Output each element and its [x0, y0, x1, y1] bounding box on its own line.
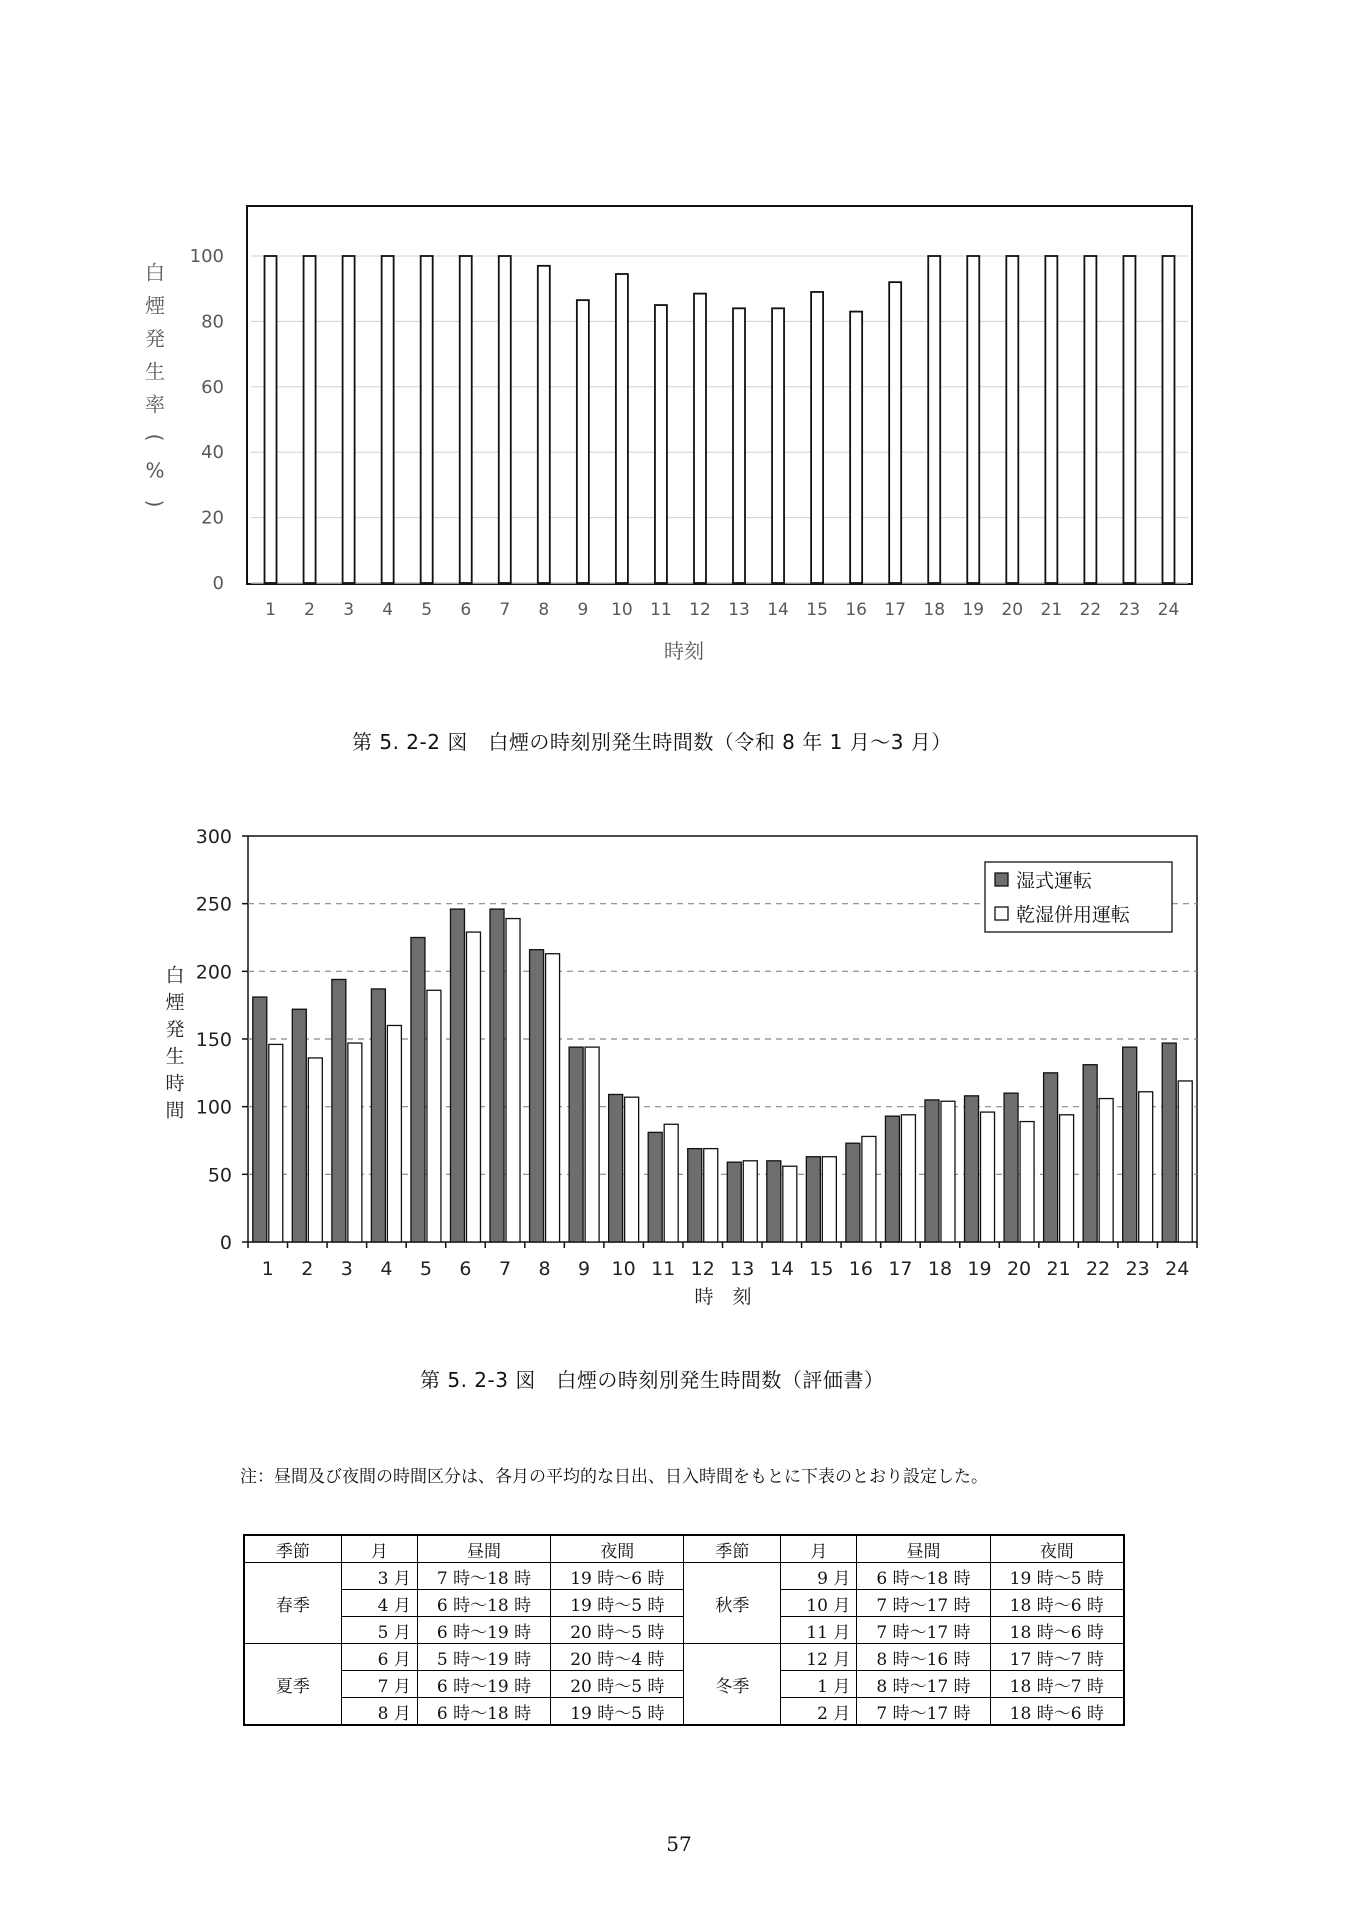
x-tick-label: 21: [1046, 1258, 1071, 1280]
legend-label: 湿式運転: [1016, 870, 1093, 892]
daytime-cell: 6 時～18 時: [417, 1590, 550, 1617]
x-tick-label: 16: [845, 600, 867, 620]
y-tick-label: 60: [201, 376, 224, 398]
bar: [811, 292, 823, 583]
y-axis-title-char: 生: [165, 1045, 185, 1068]
x-tick-label: 19: [962, 600, 985, 620]
month-cell: 2 月: [781, 1698, 857, 1726]
bar-wet-dry: [901, 1115, 915, 1242]
bar-wet: [965, 1096, 979, 1242]
bar: [694, 294, 706, 583]
x-axis-title: 時 刻: [694, 1286, 752, 1308]
page-number: 57: [666, 1832, 692, 1856]
month-cell: 6 月: [341, 1644, 417, 1671]
daytime-cell: 6 時～19 時: [417, 1617, 550, 1644]
bar-wet: [332, 979, 346, 1242]
bar: [967, 256, 979, 583]
y-tick-label: 0: [219, 1232, 232, 1254]
bar-wet: [727, 1162, 741, 1242]
bar: [928, 256, 940, 583]
nighttime-cell: 20 時～5 時: [551, 1617, 684, 1644]
x-tick-label: 3: [340, 1258, 353, 1280]
x-tick-label: 10: [611, 1258, 636, 1280]
x-tick-label: 17: [888, 1258, 913, 1280]
bar-wet: [1083, 1065, 1097, 1242]
table-note: 注：昼間及び夜間の時間区分は、各月の平均的な日出、日入時間をもとに下表のとおり設定した。: [240, 1467, 988, 1487]
y-axis-title-char: 生: [145, 359, 165, 384]
x-tick-label: 14: [769, 1258, 794, 1280]
x-tick-label: 7: [498, 1258, 512, 1280]
season-cell: 春季: [244, 1563, 341, 1644]
x-tick-label: 24: [1157, 600, 1180, 620]
bar-wet: [1162, 1043, 1176, 1242]
nighttime-cell: 18 時～6 時: [990, 1617, 1124, 1644]
x-tick-label: 22: [1086, 1258, 1111, 1280]
chart-white-smoke-rate: [0, 0, 1358, 680]
x-tick-label: 1: [261, 1258, 274, 1280]
x-tick-label: 4: [380, 1258, 393, 1280]
nighttime-cell: 19 時～5 時: [551, 1590, 684, 1617]
x-tick-label: 10: [611, 600, 633, 620]
x-tick-label: 2: [301, 1258, 314, 1280]
table-row: [244, 1644, 1124, 1671]
y-axis-title-char: 煙: [145, 293, 165, 318]
month-cell: 10 月: [781, 1590, 857, 1617]
x-tick-label: 23: [1118, 600, 1141, 620]
daytime-cell: 8 時～16 時: [857, 1644, 990, 1671]
x-tick-label: 24: [1165, 1258, 1190, 1280]
bar-wet-dry: [506, 919, 520, 1242]
season-cell: 秋季: [684, 1563, 781, 1644]
y-tick-label: 20: [201, 507, 224, 529]
bar: [1084, 256, 1096, 583]
bar-wet: [1004, 1093, 1018, 1242]
x-tick-label: 5: [419, 1258, 432, 1280]
bar: [343, 256, 355, 583]
season-time-table: [243, 1534, 1125, 1726]
bar-wet: [806, 1157, 820, 1242]
bar-wet-dry: [743, 1161, 757, 1242]
y-tick-label: 50: [207, 1164, 232, 1187]
x-tick-label: 22: [1079, 600, 1102, 620]
bar-wet-dry: [783, 1166, 797, 1242]
daytime-cell: 7 時～17 時: [857, 1590, 990, 1617]
x-tick-label: 18: [923, 600, 946, 620]
nighttime-cell: 17 時～7 時: [990, 1644, 1124, 1671]
x-axis-title: 時刻: [664, 639, 704, 663]
bar-wet: [292, 1009, 306, 1242]
month-cell: 3 月: [341, 1563, 417, 1590]
table-header-row: [244, 1535, 1124, 1563]
bar: [421, 256, 433, 583]
bar: [382, 256, 394, 583]
bar-wet: [490, 909, 504, 1242]
x-tick-label: 2: [304, 600, 315, 620]
x-tick-label: 11: [650, 600, 672, 620]
bar-wet-dry: [387, 1025, 401, 1242]
y-axis-title-char: 白: [145, 260, 165, 285]
y-axis-title-char: 白: [165, 964, 185, 987]
bar-wet: [885, 1116, 899, 1242]
bar: [304, 256, 316, 583]
x-tick-label: 20: [1006, 1258, 1032, 1280]
legend-swatch: [995, 907, 1008, 920]
bar-wet: [1123, 1047, 1137, 1242]
bar-wet: [530, 950, 544, 1242]
y-tick-label: 200: [195, 961, 232, 984]
bar-wet: [371, 989, 385, 1242]
nighttime-cell: 18 時～7 時: [990, 1671, 1124, 1698]
header-month: 月: [781, 1535, 857, 1563]
nighttime-cell: 19 時～6 時: [551, 1563, 684, 1590]
bar-wet: [1044, 1073, 1058, 1242]
y-tick-label: 100: [189, 246, 224, 267]
daytime-cell: 7 時～18 時: [417, 1563, 550, 1590]
x-tick-label: 7: [499, 600, 511, 620]
y-tick-label: 250: [195, 893, 232, 916]
x-tick-label: 17: [884, 600, 907, 620]
y-axis-title-char: 率: [145, 392, 165, 417]
bar-wet: [253, 997, 267, 1242]
bar: [616, 274, 628, 583]
nighttime-cell: 19 時～5 時: [990, 1563, 1124, 1590]
y-axis-title-char: ): [143, 499, 167, 508]
y-axis-title-char: 間: [165, 1099, 185, 1122]
header-season: 季節: [684, 1535, 781, 1563]
bar: [1162, 256, 1174, 583]
bar-wet-dry: [1099, 1099, 1113, 1242]
x-tick-label: 6: [459, 1258, 472, 1280]
x-tick-label: 12: [689, 600, 711, 620]
x-tick-label: 14: [767, 600, 789, 620]
x-tick-label: 13: [728, 600, 750, 620]
bar: [850, 312, 862, 583]
bar-wet: [411, 938, 425, 1243]
x-tick-label: 12: [690, 1258, 715, 1280]
daytime-cell: 8 時～17 時: [857, 1671, 990, 1698]
table-row: [244, 1563, 1124, 1590]
header-nighttime: 夜間: [990, 1535, 1124, 1563]
bar-wet: [450, 909, 464, 1242]
x-tick-label: 4: [382, 600, 394, 620]
y-axis-title-char: 時: [165, 1072, 185, 1095]
daytime-cell: 6 時～19 時: [417, 1671, 550, 1698]
bar-wet: [609, 1094, 623, 1242]
x-tick-label: 20: [1001, 600, 1024, 620]
header-season: 季節: [244, 1535, 341, 1563]
x-tick-label: 19: [967, 1258, 992, 1280]
y-tick-label: 300: [195, 826, 232, 848]
header-daytime: 昼間: [417, 1535, 550, 1563]
x-tick-label: 18: [927, 1258, 953, 1280]
bar-wet-dry: [941, 1101, 955, 1242]
y-tick-label: 100: [195, 1096, 232, 1119]
x-tick-label: 1: [265, 600, 276, 620]
x-tick-label: 9: [578, 1258, 591, 1280]
x-tick-label: 5: [421, 600, 433, 620]
bar-wet-dry: [1060, 1115, 1074, 1242]
bar: [1123, 256, 1135, 583]
x-tick-label: 3: [343, 600, 355, 620]
nighttime-cell: 18 時～6 時: [990, 1590, 1124, 1617]
nighttime-cell: 19 時～5 時: [551, 1698, 684, 1726]
chart-white-smoke-hours: [0, 800, 1358, 1320]
bar-wet: [767, 1161, 781, 1242]
daytime-cell: 5 時～19 時: [417, 1644, 550, 1671]
bar-wet-dry: [862, 1136, 876, 1242]
legend-label: 乾湿併用運転: [1016, 904, 1131, 926]
bar: [538, 266, 550, 583]
bar-wet-dry: [1139, 1092, 1153, 1242]
bar-wet-dry: [981, 1112, 995, 1242]
y-tick-label: 150: [195, 1029, 232, 1051]
month-cell: 8 月: [341, 1698, 417, 1726]
bar-wet-dry: [664, 1124, 678, 1242]
month-cell: 12 月: [781, 1644, 857, 1671]
month-cell: 1 月: [781, 1671, 857, 1698]
bar-wet-dry: [466, 932, 480, 1242]
y-axis-title-char: 発: [165, 1018, 185, 1041]
daytime-cell: 7 時～17 時: [857, 1698, 990, 1726]
bar: [577, 300, 589, 583]
bar: [265, 256, 277, 583]
month-cell: 5 月: [341, 1617, 417, 1644]
nighttime-cell: 18 時～6 時: [990, 1698, 1124, 1726]
daytime-cell: 6 時～18 時: [417, 1698, 550, 1726]
bar-wet-dry: [348, 1043, 362, 1242]
y-axis-title-char: (: [143, 433, 167, 442]
season-cell: 冬季: [684, 1644, 781, 1726]
bar: [772, 308, 784, 583]
header-daytime: 昼間: [857, 1535, 990, 1563]
bar-wet: [688, 1149, 702, 1242]
x-tick-label: 13: [730, 1258, 755, 1280]
nighttime-cell: 20 時～4 時: [551, 1644, 684, 1671]
y-axis-title-char: 煙: [165, 991, 185, 1014]
x-tick-label: 9: [577, 600, 589, 620]
bar-wet-dry: [1178, 1081, 1192, 1242]
bar-wet-dry: [269, 1044, 283, 1242]
x-tick-label: 21: [1040, 600, 1063, 620]
figure-caption-2: 第 5. 2-3 図 白煙の時刻別発生時間数（評価書）: [420, 1368, 885, 1392]
bar-wet-dry: [704, 1149, 718, 1242]
y-tick-label: 40: [201, 442, 224, 464]
bar-wet-dry: [585, 1047, 599, 1242]
month-cell: 11 月: [781, 1617, 857, 1644]
bar-wet: [569, 1047, 583, 1242]
y-axis-title-char: 発: [145, 326, 165, 351]
bar-wet-dry: [546, 954, 560, 1242]
bar: [733, 308, 745, 583]
x-tick-label: 23: [1125, 1258, 1150, 1280]
bar: [499, 256, 511, 583]
bar-wet-dry: [308, 1058, 322, 1242]
x-tick-label: 15: [809, 1258, 834, 1280]
bar-wet-dry: [625, 1097, 639, 1242]
bar-wet: [846, 1143, 860, 1242]
season-cell: 夏季: [244, 1644, 341, 1726]
figure-caption-1: 第 5. 2-2 図 白煙の時刻別発生時間数（令和 8 年 1 月～3 月）: [352, 730, 952, 754]
bar: [889, 282, 901, 583]
bar-wet: [648, 1132, 662, 1242]
y-axis-title-char: %: [145, 458, 165, 483]
header-month: 月: [341, 1535, 417, 1563]
daytime-cell: 7 時～17 時: [857, 1617, 990, 1644]
bar: [1006, 256, 1018, 583]
bar: [460, 256, 472, 583]
daytime-cell: 6 時～18 時: [857, 1563, 990, 1590]
nighttime-cell: 20 時～5 時: [551, 1671, 684, 1698]
bar: [655, 305, 667, 583]
bar: [1045, 256, 1057, 583]
month-cell: 4 月: [341, 1590, 417, 1617]
x-tick-label: 16: [848, 1258, 873, 1280]
bar-wet-dry: [427, 990, 441, 1242]
x-tick-label: 6: [460, 600, 472, 620]
bar-wet: [925, 1100, 939, 1242]
x-tick-label: 8: [538, 600, 550, 620]
x-tick-label: 11: [651, 1258, 676, 1280]
bar-wet-dry: [822, 1157, 836, 1242]
month-cell: 7 月: [341, 1671, 417, 1698]
header-nighttime: 夜間: [551, 1535, 684, 1563]
x-tick-label: 15: [806, 600, 828, 620]
y-tick-label: 80: [201, 311, 224, 333]
legend-swatch: [995, 873, 1008, 886]
month-cell: 9 月: [781, 1563, 857, 1590]
x-tick-label: 8: [538, 1258, 551, 1280]
bar-wet-dry: [1020, 1122, 1034, 1242]
y-tick-label: 0: [212, 573, 224, 594]
